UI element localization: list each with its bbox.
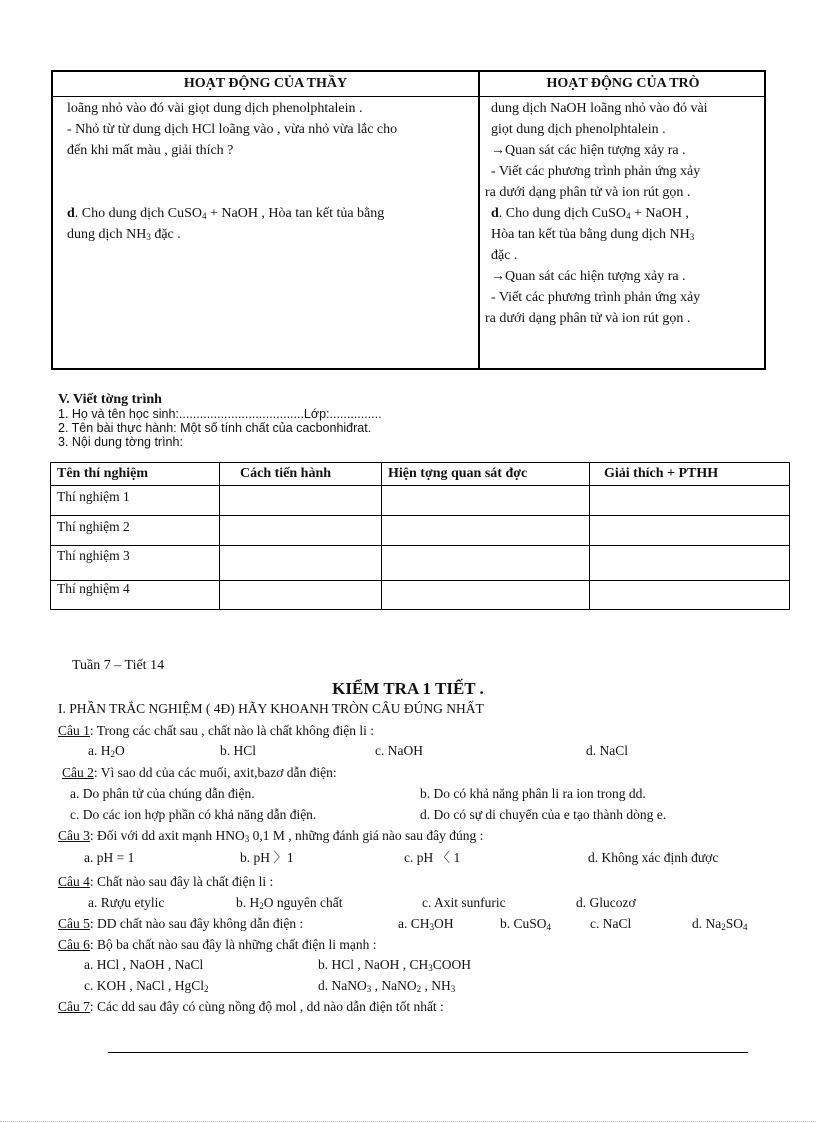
teacher-line-d1: d. Cho dung dịch CuSO$_4$ + NaOH , Hòa tan kết tủa bằng: [67, 206, 385, 221]
question-6: Câu 6: Bộ ba chất nào sau đây là những chất điện li mạnh :: [58, 937, 377, 952]
teacher-activity-header: HOẠT ĐỘNG CỦA THẦY: [183, 76, 348, 91]
table-row: [51, 581, 790, 610]
q2-option-c[interactable]: c. Do các ion hợp phần có khả năng dẫn điện.: [70, 807, 317, 822]
question-5: Câu 5: DD chất nào sau đây không dẫn điện :: [58, 916, 304, 931]
student-line: ra dưới dạng phân tử và ion rút gọn .: [485, 185, 691, 200]
teacher-line: - Nhỏ từ từ dung dịch HCl loãng vào , vừa nhỏ vừa lắc cho: [67, 122, 398, 137]
student-line: Hòa tan kết tủa bằng dung dịch $NH_3$: [491, 227, 695, 242]
q2-option-d[interactable]: d. Do có sự di chuyển của e tạo thành dòng e.: [420, 807, 667, 822]
col-header-experiment: Tên thí nghiệm: [51, 463, 220, 486]
part1-heading: I. PHẦN TRẮC NGHIỆM ( 4Đ) HÃY KHOANH TRÒN CÂU ĐÚNG NHẤT: [58, 701, 484, 716]
q2-option-b[interactable]: b. Do có khả năng phân li ra ion trong dd.: [420, 786, 646, 801]
student-line: →Quan sát các hiện tượng xảy ra .: [491, 143, 686, 158]
q1-option-b[interactable]: b. HCl: [220, 743, 257, 758]
report-line-3: 3. Nội dung tờng trình:: [58, 435, 183, 449]
student-line-d: d. Cho dung dịch CuSO$_4$ + NaOH ,: [491, 206, 689, 221]
exam-title: KIỂM TRA 1 TIẾT .: [332, 679, 484, 698]
q1-option-c[interactable]: c. NaOH: [375, 743, 423, 758]
report-table-header-row: [51, 463, 790, 486]
student-line: dung dịch NaOH loãng nhỏ vào đó vài: [491, 101, 708, 116]
experiment-name: Thí nghiệm 1: [51, 486, 220, 516]
page-break-line: [0, 1121, 816, 1122]
report-table: [50, 462, 790, 610]
q6-option-d[interactable]: d. NaNO$_3$ , NaNO$_2$ , $NH_3$: [318, 978, 456, 994]
q6-option-a[interactable]: a. HCl , NaOH , NaCl: [84, 957, 204, 972]
q4-option-d[interactable]: d. Glucozơ: [576, 895, 636, 910]
report-section: [58, 393, 382, 449]
question-4: Câu 4: Chất nào sau đây là chất điện li :: [58, 874, 274, 889]
student-line: ra dưới dạng phân tử và ion rút gọn .: [485, 311, 691, 326]
col-header-method: Cách tiến hành: [220, 463, 382, 486]
q4-option-b[interactable]: b. $H_2O$ nguyên chất: [236, 895, 343, 911]
q5-option-a[interactable]: a. $CH_3OH$: [398, 916, 454, 932]
q5-option-d[interactable]: d. $Na_2SO_4$: [692, 916, 748, 932]
student-line: →Quan sát các hiện tượng xảy ra .: [491, 269, 686, 284]
experiment-name: Thí nghiệm 2: [51, 516, 220, 546]
activity-table: [51, 70, 766, 370]
q3-option-c[interactable]: c. pH 〈 1: [404, 850, 461, 865]
table-row: [51, 516, 790, 546]
q5-option-b[interactable]: b. CuSO$_4$: [500, 916, 552, 932]
q6-option-b[interactable]: b. HCl , NaOH , $CH_3COOH$: [318, 957, 472, 973]
question-2: Câu 2: Vì sao dd của các muối, axit,bazơ dẫn điện:: [62, 765, 337, 780]
q1-option-a[interactable]: a. $H_2O$: [88, 743, 125, 759]
footer-rule: [108, 1052, 748, 1053]
teacher-line: đến khi mất màu , giải thích ?: [67, 143, 234, 158]
teacher-line-d2: dung dịch $NH_3$ đặc .: [67, 227, 181, 242]
q3-option-b[interactable]: b. pH 〉1: [240, 850, 294, 865]
question-7: Câu 7: Các dd sau đây có cùng nồng độ mol , dd nào dẫn điện tốt nhất :: [58, 999, 444, 1014]
q4-option-c[interactable]: c. Axit sunfuric: [422, 895, 506, 910]
student-activity-cell: [485, 98, 708, 329]
experiment-name: Thí nghiệm 3: [51, 546, 220, 581]
table-row: [51, 546, 790, 581]
student-line: đặc .: [491, 248, 518, 263]
q1-option-d[interactable]: d. NaCl: [586, 743, 628, 758]
question-3: Câu 3: Đối với dd axit mạnh $HNO_3$ 0,1 M , những đánh giá nào sau đây đúng :: [58, 828, 484, 844]
week-label: Tuần 7 – Tiết 14: [72, 658, 165, 673]
col-header-explanation: Giải thích + PTHH: [590, 463, 790, 486]
q4-option-a[interactable]: a. Rượu etylic: [88, 895, 165, 910]
header-divider: [53, 96, 764, 97]
teacher-line: loãng nhỏ vào đó vài giọt dung dịch phenolphtalein .: [67, 101, 363, 116]
student-line: giọt dung dịch phenolphtalein .: [491, 122, 666, 137]
question-1: Câu 1: Trong các chất sau , chất nào là chất không điện li :: [58, 723, 375, 738]
table-row: [51, 486, 790, 516]
col-header-observation: Hiện tợng quan sát đợc: [382, 463, 590, 486]
column-divider: [478, 72, 480, 368]
student-line: - Viết các phương trình phản ứng xảy: [491, 290, 701, 305]
q6-option-c[interactable]: c. KOH , NaCl , HgCl$_2$: [84, 978, 209, 994]
experiment-name: Thí nghiệm 4: [51, 581, 220, 610]
report-section-title: V. Viết tờng trình: [58, 392, 162, 407]
q3-option-d[interactable]: d. Không xác định được: [588, 850, 719, 865]
report-line-2: 2. Tên bài thực hành: Một số tính chất của cacbonhiđrat.: [58, 421, 372, 435]
q2-option-a[interactable]: a. Do phân tử của chúng dẫn điện.: [70, 786, 255, 801]
report-line-1: 1. Họ và tên học sinh:....................................Lớp:...............: [58, 407, 382, 421]
student-activity-header: HOẠT ĐỘNG CỦA TRÒ: [546, 76, 700, 91]
q3-option-a[interactable]: a. pH = 1: [84, 850, 135, 865]
teacher-activity-cell: [67, 98, 397, 245]
student-line: - Viết các phương trình phản ứng xảy: [491, 164, 701, 179]
q5-option-c[interactable]: c. NaCl: [590, 916, 632, 931]
